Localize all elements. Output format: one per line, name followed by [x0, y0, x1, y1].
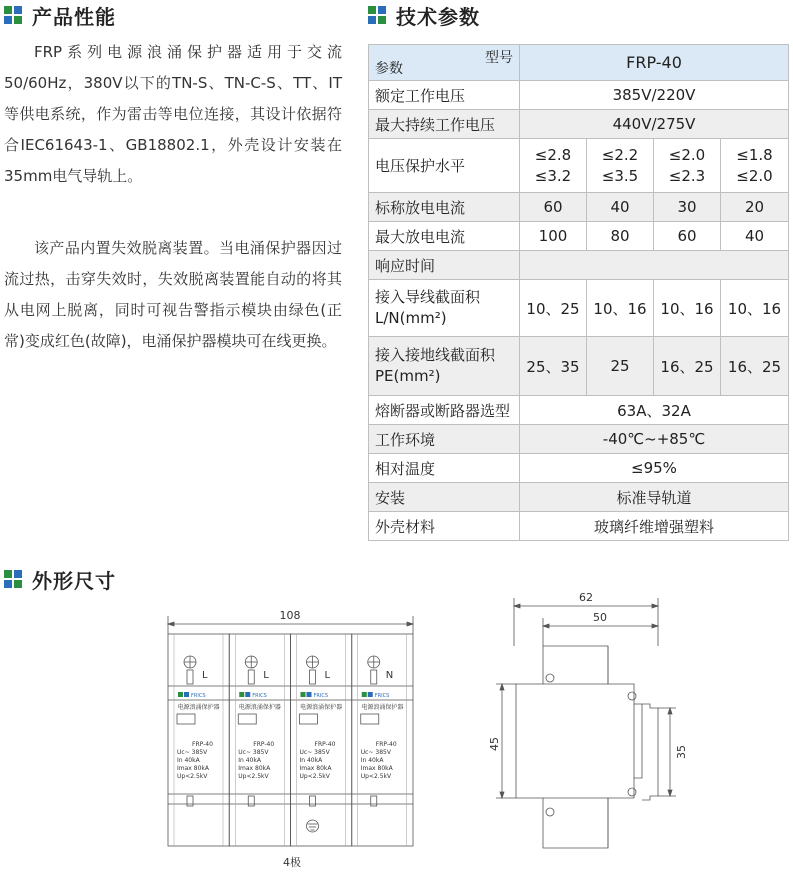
side-total-label: 62 [579, 591, 593, 604]
row-value: ≤2.0 ≤2.3 [654, 139, 721, 193]
module-spec-text: Uc~ 385V [238, 749, 269, 756]
table-row [369, 396, 789, 425]
indicator-window [177, 714, 195, 724]
ground-terminal-icon [307, 820, 319, 832]
section-square-icon [4, 6, 22, 24]
dimensions-heading [4, 566, 116, 592]
tech-heading [368, 2, 480, 28]
module-title: 电源浪涌保护器 [300, 704, 343, 711]
table-row [369, 139, 789, 193]
module-spec-text: In 40kA [360, 757, 384, 764]
tech-heading-title: 技术参数 [396, 4, 480, 29]
row-value: 63A、32A [520, 396, 789, 425]
row-value: 10、25 [520, 280, 587, 337]
terminal-screw-icon [368, 656, 380, 668]
row-value: ≤95% [520, 454, 789, 483]
row-value: 10、16 [654, 280, 721, 337]
brand-name: FRICS [252, 693, 267, 699]
module-spec-text: Up<2.5kV [360, 773, 392, 780]
terminal-screw-icon [245, 656, 257, 668]
table-row [369, 45, 789, 81]
row-label: 相对温度 [369, 454, 520, 483]
table-row [369, 280, 789, 337]
section-square-icon [4, 570, 22, 588]
row-label: 工作环境 [369, 425, 520, 454]
module-spec-text: Up<2.5kV [177, 773, 208, 780]
module-spec-text: FRP-40 [375, 741, 397, 748]
brand-name: FRICS [313, 693, 328, 699]
row-value: 30 [654, 193, 721, 222]
row-value: 40 [721, 222, 789, 251]
module-title: 电源浪涌保护器 [177, 704, 220, 711]
module-spec-text: Up<2.5kV [299, 773, 330, 780]
side-inner-label: 50 [593, 611, 607, 624]
row-value: 10、16 [721, 280, 789, 337]
row-value: 60 [654, 222, 721, 251]
row-value: 440V/275V [520, 110, 789, 139]
spec-table [368, 44, 789, 541]
table-row [369, 251, 789, 280]
side-rail-label: 35 [675, 745, 688, 759]
table-row [369, 222, 789, 251]
indicator-window [300, 714, 318, 724]
brand-name: FRICS [374, 693, 390, 699]
row-label: 额定工作电压 [369, 81, 520, 110]
section-square-icon [368, 6, 386, 24]
row-label: 标称放电电流 [369, 193, 520, 222]
terminal-label: L [263, 670, 269, 681]
row-label: 响应时间 [369, 251, 520, 280]
row-label: 电压保护水平 [369, 139, 520, 193]
module-spec-text: In 40kA [177, 757, 200, 764]
row-value: ≤2.8 ≤3.2 [520, 139, 587, 193]
module-spec-text: In 40kA [299, 757, 323, 764]
module-spec-text: Imax 80kA [238, 765, 271, 772]
product-description: FRP系列电源浪涌保护器适用于交流50/60Hz，380V以下的TN-S、TN-C-S、TT、IT等供电系统，作为雷击等电位连接，其设计依据符合IEC61643-1、GB18802.1，外壳设计安装在35mm电气导轨上。 [4, 43, 342, 185]
front-module [229, 634, 290, 846]
row-label: 最大持续工作电压 [369, 110, 520, 139]
dimensions-heading-title: 外形尺寸 [32, 568, 116, 593]
module-spec-text: In 40kA [238, 757, 261, 764]
terminal-label: N [385, 670, 394, 681]
terminal-label: L [324, 670, 331, 681]
row-value: ≤1.8 ≤2.0 [721, 139, 789, 193]
front-view-drawing [160, 606, 422, 872]
brand-logo [301, 692, 329, 699]
row-label: 最大放电电流 [369, 222, 520, 251]
row-value: 385V/220V [520, 81, 789, 110]
row-value: 25 [587, 337, 654, 396]
row-value: 玻璃纤维增强塑料 [520, 512, 789, 541]
module-spec-text: Up<2.5kV [238, 773, 269, 780]
indicator-window [238, 714, 256, 724]
row-value: 40 [587, 193, 654, 222]
module-spec-text: Uc~ 385V [177, 749, 208, 756]
product-heading-title: 产品性能 [32, 4, 116, 29]
brand-name: FRICS [191, 693, 206, 699]
row-value: 80 [587, 222, 654, 251]
row-value [520, 251, 789, 280]
indicator-window [361, 714, 379, 724]
row-label: 接入接地线截面积 PE(mm²) [369, 337, 520, 396]
module-title: 电源浪涌保护器 [238, 704, 281, 711]
terminal-screw-icon [307, 656, 319, 668]
front-width-label: 108 [279, 609, 301, 622]
module-spec-text: Uc~ 385V [299, 749, 330, 756]
row-label: 外壳材料 [369, 512, 520, 541]
module-spec-text: Imax 80kA [299, 765, 332, 772]
product-heading [4, 2, 116, 28]
table-row [369, 425, 789, 454]
row-value: 16、25 [654, 337, 721, 396]
row-label: 接入导线截面积 L/N(mm²) [369, 280, 520, 337]
table-row [369, 81, 789, 110]
poles-caption: 4极 [283, 856, 301, 869]
side-height-label: 45 [488, 737, 501, 751]
product-failure-description: 该产品内置失效脱离装置。当电涌保护器因过流过热，击穿失效时，失效脱离装置能自动的将其从电网上脱离，同时可视告警指示模块由绿色(正常)变成红色(故障)，电涌保护器模块可在线更换。 [4, 239, 342, 350]
module-spec-text: FRP-40 [314, 741, 336, 748]
row-label: 熔断器或断路器选型 [369, 396, 520, 425]
row-value: ≤2.2 ≤3.5 [587, 139, 654, 193]
side-view-drawing [486, 586, 696, 856]
table-row [369, 337, 789, 396]
brand-logo [362, 692, 390, 699]
row-value: 10、16 [587, 280, 654, 337]
module-spec-text: FRP-40 [192, 741, 213, 748]
row-value: 60 [520, 193, 587, 222]
model-value: FRP-40 [520, 45, 789, 81]
module-title: 电源浪涌保护器 [361, 704, 404, 711]
module-spec-text: Imax 80kA [177, 765, 209, 772]
brand-logo [239, 692, 267, 699]
row-value: 标准导轨道 [520, 483, 789, 512]
row-value: 16、25 [721, 337, 789, 396]
table-row [369, 512, 789, 541]
module-spec-text: Imax 80kA [360, 765, 393, 772]
module-spec-text: Uc~ 385V [360, 749, 391, 756]
table-row [369, 110, 789, 139]
row-value: -40℃~+85℃ [520, 425, 789, 454]
header-param-label: 参数 [375, 61, 403, 77]
header-corner-cell [369, 45, 520, 81]
header-model-label: 型号 [485, 50, 513, 66]
terminal-label: L [202, 670, 208, 681]
table-row [369, 483, 789, 512]
row-value: 25、35 [520, 337, 587, 396]
row-label: 安装 [369, 483, 520, 512]
front-module [352, 634, 413, 846]
module-spec-text: FRP-40 [253, 741, 275, 748]
front-module [291, 634, 352, 846]
front-module [168, 634, 229, 846]
table-row [369, 454, 789, 483]
row-value: 20 [721, 193, 789, 222]
brand-logo [178, 692, 206, 699]
table-row [369, 193, 789, 222]
terminal-screw-icon [184, 656, 196, 668]
row-value: 100 [520, 222, 587, 251]
